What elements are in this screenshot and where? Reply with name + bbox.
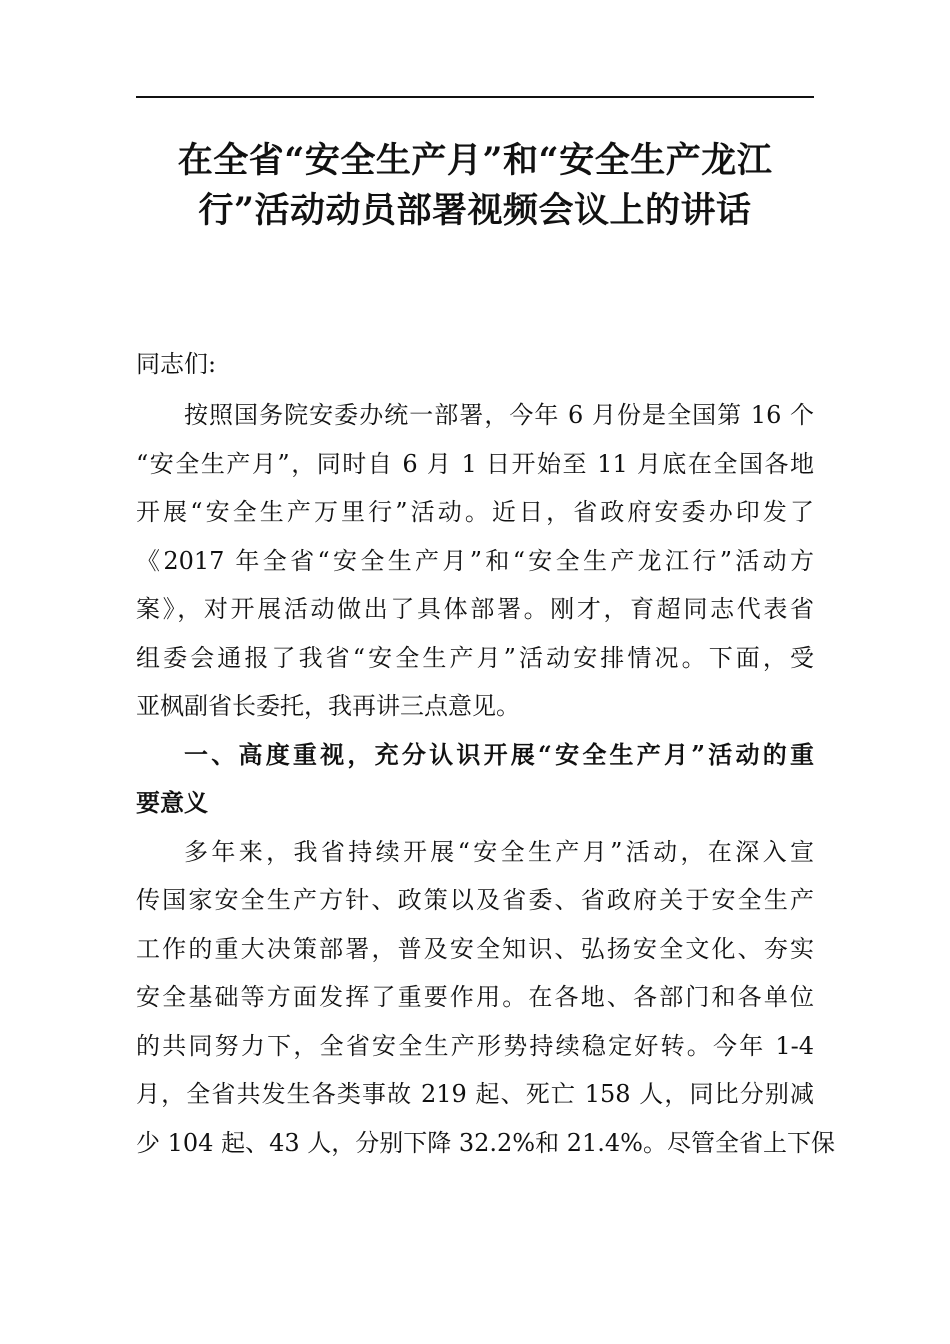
paragraph-line: 亚枫副省长委托，我再讲三点意见。 xyxy=(136,692,520,720)
heading-line: 要意义 xyxy=(136,788,208,817)
paragraph-line: 案》，对开展活动做出了具体部署。刚才，育超同志代表省 xyxy=(136,595,814,623)
paragraph-line: “安全生产月”，同时自 6 月 1 日开始至 11 月底在全国各地 xyxy=(136,449,814,478)
title-line-2: 行”活动动员部署视频会议上的讲话 xyxy=(198,190,752,231)
paragraph-line: 传国家安全生产方针、政策以及省委、省政府关于安全生产 xyxy=(136,886,814,914)
paragraph-line: 安全基础等方面发挥了重要作用。在各地、各部门和各单位 xyxy=(136,983,814,1011)
paragraph-line: 《2017 年全省“安全生产月”和“安全生产龙江行”活动方 xyxy=(136,546,814,575)
paragraph-line: 工作的重大决策部署，普及安全知识、弘扬安全文化、夯实 xyxy=(136,934,814,963)
document-title xyxy=(136,136,814,236)
title-line-1: 在全省“安全生产月”和“安全生产龙江 xyxy=(177,140,773,181)
paragraph-line: 开展“安全生产万里行”活动。近日，省政府安委办印发了 xyxy=(136,498,814,526)
paragraph-1 xyxy=(136,391,814,731)
header-rule xyxy=(136,96,814,98)
paragraph-line: 月，全省共发生各类事故 219 起、死亡 158 人，同比分别减 xyxy=(136,1080,814,1108)
section-heading-1 xyxy=(136,731,814,828)
paragraph-line: 少 104 起、43 人，分别下降 32.2%和 21.4%。尽管全省上下保 xyxy=(136,1128,835,1157)
paragraph-line: 多年来，我省持续开展“安全生产月”活动，在深入宣 xyxy=(184,837,814,866)
document-body xyxy=(136,340,835,1167)
heading-line: 一、高度重视，充分认识开展“安全生产月”活动的重 xyxy=(184,739,814,769)
salutation: 同志们: xyxy=(136,350,217,378)
paragraph-2 xyxy=(136,828,835,1168)
paragraph-line: 的共同努力下，全省安全生产形势持续稳定好转。今年 1-4 xyxy=(136,1031,814,1060)
paragraph-line: 组委会通报了我省“安全生产月”活动安排情况。下面，受 xyxy=(136,643,814,672)
paragraph-line: 按照国务院安委办统一部署，今年 6 月份是全国第 16 个 xyxy=(184,401,814,429)
